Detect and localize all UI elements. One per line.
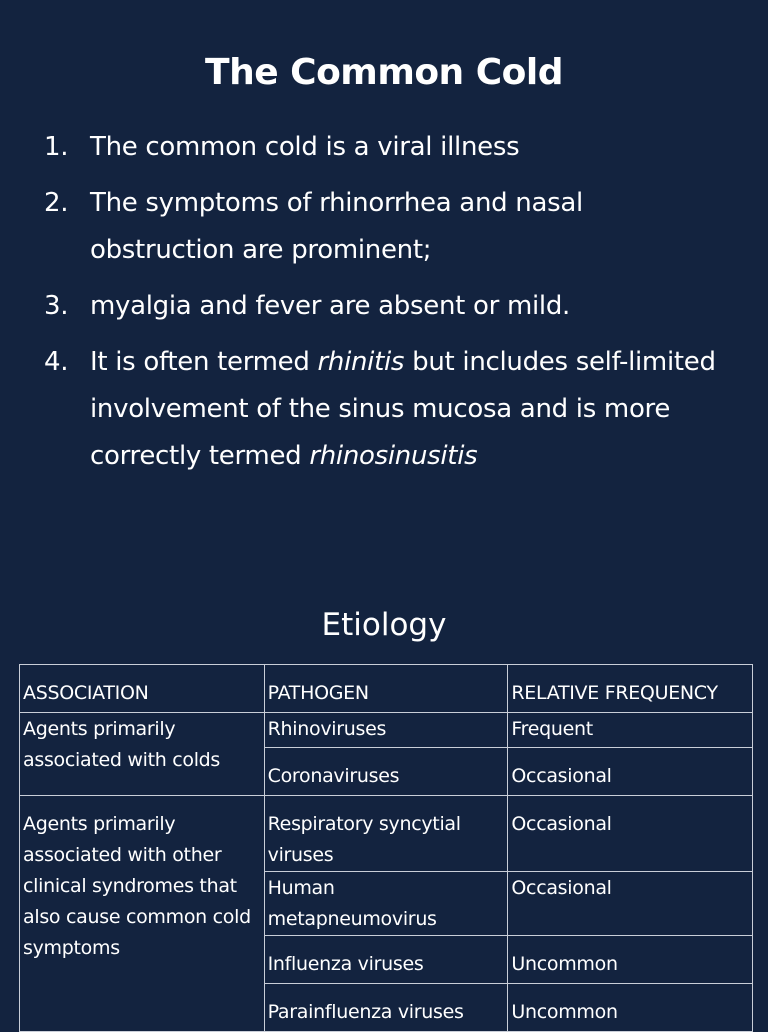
pathogen-cell: Human metapneumovirus (264, 872, 508, 936)
key-point-number: 2. (44, 188, 69, 218)
association-cell: Agents primarily associated with colds (20, 713, 265, 796)
pathogen-cell: Rhinoviruses (264, 713, 508, 748)
frequency-cell: Uncommon (508, 936, 753, 984)
key-point-number: 4. (44, 347, 69, 377)
section-heading-etiology: Etiology (321, 607, 447, 643)
key-point (44, 124, 734, 171)
column-header-pathogen: PATHOGEN (264, 665, 508, 713)
frequency-cell: Occasional (508, 796, 753, 872)
frequency-cell: Frequent (508, 713, 753, 748)
key-point-text: but includes self-limited involvement of the sinus mucosa and is more correctly termed (90, 347, 716, 471)
key-points-list (44, 124, 734, 489)
table-header-row (20, 665, 753, 713)
column-header-frequency: RELATIVE FREQUENCY (508, 665, 753, 713)
key-point (44, 283, 734, 330)
pathogen-cell: Influenza viruses (264, 936, 508, 984)
key-term-rhinosinusitis: rhinosinusitis (309, 441, 478, 471)
key-point-text: It is often termed (90, 347, 318, 377)
column-header-association: ASSOCIATION (20, 665, 265, 713)
key-point-text: The common cold is a viral illness (90, 132, 520, 162)
association-cell: Agents primarily associated with other clinical syndromes that also cause common cold symptoms (20, 796, 265, 1032)
key-point-number: 3. (44, 291, 69, 321)
frequency-cell: Occasional (508, 748, 753, 796)
key-term-rhinitis: rhinitis (317, 347, 405, 377)
key-point-number: 1. (44, 132, 69, 162)
key-point-text: The symptoms of rhinorrhea and nasal obstruction are prominent; (90, 188, 583, 265)
pathogen-cell: Coronaviruses (264, 748, 508, 796)
key-point-text: myalgia and fever are absent or mild. (90, 291, 570, 321)
pathogen-cell: Respiratory syncytial viruses (264, 796, 508, 872)
table-row (20, 713, 753, 748)
key-point (44, 180, 734, 274)
slide-title: The Common Cold (205, 52, 563, 93)
etiology-table (19, 664, 753, 1032)
frequency-cell: Occasional (508, 872, 753, 936)
key-point (44, 339, 734, 480)
pathogen-cell: Parainfluenza viruses (264, 984, 508, 1032)
frequency-cell: Uncommon (508, 984, 753, 1032)
table-row (20, 796, 753, 872)
